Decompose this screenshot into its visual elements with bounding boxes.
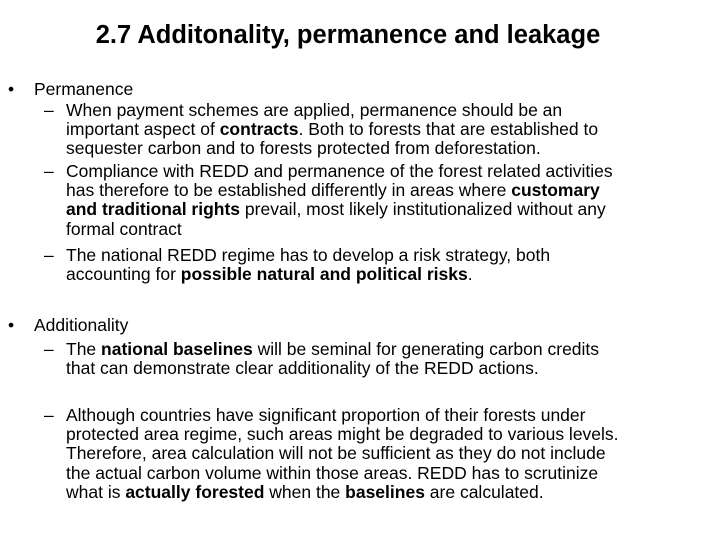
text-line bbox=[66, 200, 716, 219]
text-line bbox=[66, 483, 716, 502]
text-line bbox=[66, 246, 716, 265]
bold-text: baselines bbox=[345, 481, 425, 502]
text-run: Compliance with REDD and permanence of the forest related activities bbox=[66, 161, 613, 181]
text-run: what is bbox=[66, 481, 126, 502]
sub-item-text bbox=[66, 162, 716, 239]
text-line bbox=[66, 139, 716, 158]
text-line bbox=[66, 101, 716, 120]
text-run: when the bbox=[264, 481, 346, 502]
text-line bbox=[66, 181, 716, 200]
text-line bbox=[66, 120, 716, 139]
text-run: the actual carbon volume within those areas. REDD has to scrutinize bbox=[66, 462, 599, 483]
text-run: When payment schemes are applied, permanence should be an bbox=[66, 100, 563, 120]
bold-text: possible natural and political risks bbox=[180, 264, 468, 285]
text-run: Although countries have significant proportion of their forests under bbox=[66, 405, 586, 425]
bullet-additionality bbox=[8, 315, 128, 335]
text-line bbox=[66, 444, 716, 463]
text-run: will be seminal for generating carbon credits bbox=[252, 339, 600, 359]
dash-icon: – bbox=[44, 100, 54, 120]
text-run: has therefore to be established differently in areas where bbox=[66, 180, 512, 201]
text-run: important aspect of bbox=[66, 119, 220, 140]
bullet-label: Additionality bbox=[34, 315, 129, 335]
text-line bbox=[66, 340, 716, 359]
text-run: The national REDD regime has to develop a risk strategy, both bbox=[66, 245, 551, 265]
bold-text: contracts bbox=[219, 119, 299, 140]
bold-text: actually forested bbox=[125, 481, 265, 502]
sub-item-text bbox=[66, 246, 716, 284]
text-line bbox=[66, 359, 716, 378]
bullet-label: Permanence bbox=[34, 79, 134, 99]
bullet-icon: • bbox=[8, 79, 15, 99]
text-run: that can demonstrate clear additionality of the REDD actions. bbox=[66, 358, 539, 379]
bold-text: customary bbox=[511, 180, 600, 201]
bold-text: and traditional rights bbox=[66, 199, 241, 220]
dash-icon: – bbox=[44, 245, 54, 265]
dash-icon: – bbox=[44, 405, 54, 425]
text-line bbox=[66, 162, 716, 181]
text-run: protected area regime, such areas might be degraded to various levels. bbox=[66, 424, 619, 445]
bullet-permanence bbox=[8, 79, 133, 99]
text-run: . Both to forests that are established to bbox=[298, 119, 599, 140]
text-run: prevail, most likely institutionalized without any bbox=[240, 199, 606, 220]
text-run: . bbox=[467, 264, 473, 285]
text-line bbox=[66, 265, 716, 284]
text-line bbox=[66, 425, 716, 444]
text-run: accounting for bbox=[66, 264, 181, 285]
sub-item-text bbox=[66, 340, 716, 378]
dash-icon: – bbox=[44, 161, 54, 181]
dash-icon: – bbox=[44, 339, 54, 359]
text-line bbox=[66, 464, 716, 483]
text-line bbox=[66, 406, 716, 425]
text-run: sequester carbon and to forests protected from deforestation. bbox=[66, 138, 541, 159]
slide-title: 2.7 Additonality, permanence and leakage bbox=[95, 21, 601, 49]
text-line bbox=[66, 220, 716, 239]
text-run: are calculated. bbox=[424, 481, 544, 502]
text-run: Therefore, area calculation will not be sufficient as they do not include bbox=[66, 443, 606, 464]
sub-item-text bbox=[66, 101, 716, 159]
text-run: The bbox=[66, 339, 102, 359]
text-run: formal contract bbox=[66, 218, 182, 239]
bold-text: national baselines bbox=[101, 339, 253, 359]
bullet-icon: • bbox=[8, 315, 15, 335]
sub-item-text bbox=[66, 406, 716, 502]
